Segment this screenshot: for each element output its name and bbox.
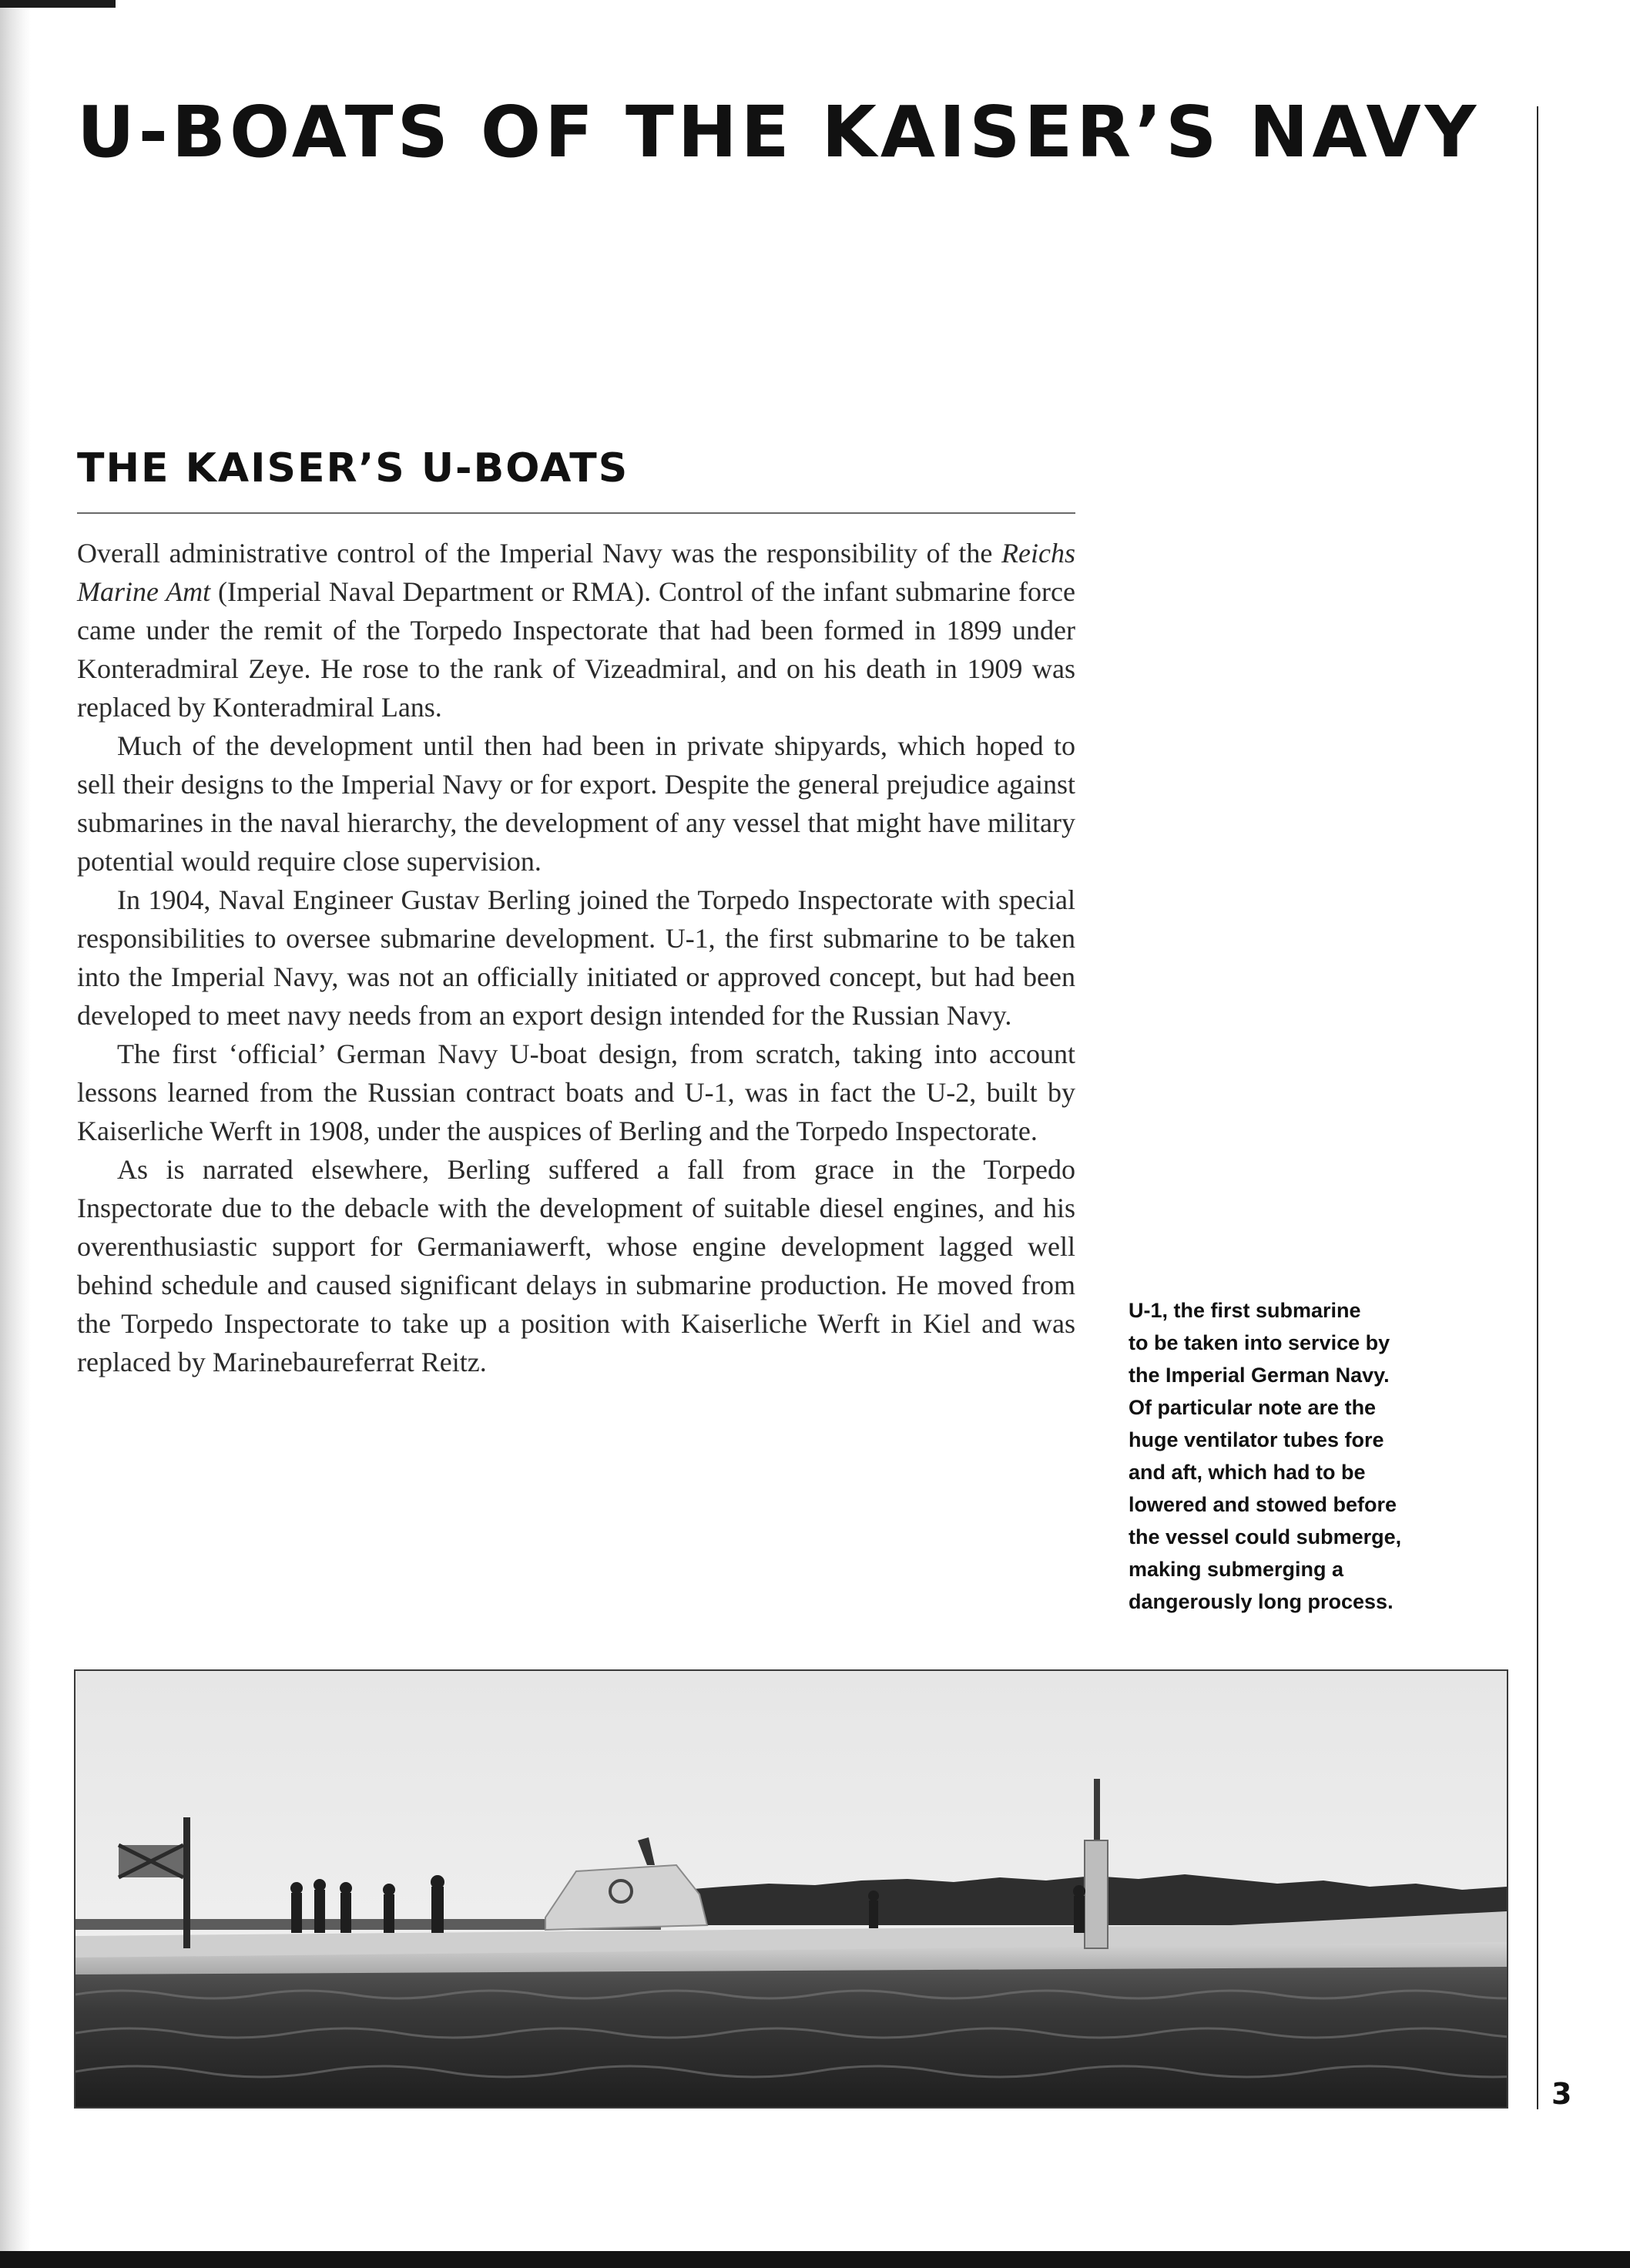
paragraph-5: As is narrated elsewhere, Berling suffered a fall from grace in the Torpedo Inspectorate due to the debacle with the development of suitable diesel engines, and his overenthusiastic support for Germaniawerft, whose engine development lagged well behind schedule and caused significant delays in submarine production. He moved from the Torpedo Inspectorate to take up a position with Kaiserliche Werft in Kiel and was replaced by Marinebaureferrat Reitz.	[77, 1154, 1075, 1377]
page-number: 3	[1551, 2077, 1572, 2111]
caption-line: to be taken into service by	[1129, 1331, 1390, 1354]
paragraph-1	[77, 534, 1075, 726]
paragraph-1-end: (Imperial Naval Department or RMA). Control of the infant submarine force came under the remit of the Torpedo Inspectorate that had been formed in 1899 under Konteradmiral Zeye. He rose to the rank of Vizeadmiral, and on his death in 1909 was replaced by Konteradmiral Lans.	[77, 576, 1075, 723]
caption-line: huge ventilator tubes fore	[1129, 1428, 1384, 1451]
bottom-scan-bar	[0, 2251, 1630, 2268]
caption-line: the vessel could submerge,	[1129, 1525, 1402, 1548]
paragraph-4: The first ‘official’ German Navy U-boat design, from scratch, taking into account lessons learned from the Russian contract boats and U-1, was in fact the U-2, built by Kaiserliche Werft in 1908, under the auspices of Berling and the Torpedo Inspectorate.	[77, 1038, 1075, 1146]
submarine-photo-drawing	[75, 1671, 1507, 2107]
caption-line: Of particular note are the	[1129, 1396, 1377, 1419]
body-text	[77, 534, 1075, 1381]
paragraph-3: In 1904, Naval Engineer Gustav Berling joined the Torpedo Inspectorate with special responsibilities to oversee submarine development. U-1, the first submarine to be taken into the Imperial Navy, was not an officially initiated or approved concept, but had been developed to meet navy needs from an export design intended for the Russian Navy.	[77, 884, 1075, 1031]
caption-line: the Imperial German Navy.	[1129, 1364, 1390, 1387]
paragraph-1-start: Overall administrative control of the Imperial Navy was the responsibility of the	[77, 538, 1002, 569]
caption-line: U-1, the first submarine	[1129, 1299, 1361, 1322]
caption-line: dangerously long process.	[1129, 1590, 1394, 1613]
chapter-title: U-BOATS OF THE KAISER’S NAVY	[77, 91, 1481, 173]
paragraph-2: Much of the development until then had been in private shipyards, which hoped to sell their designs to the Imperial Navy or for export. Despite the general prejudice against submarines in the naval hierarchy, the development of any vessel that might have military potential would require close supervision.	[77, 730, 1075, 877]
submarine-photo	[74, 1669, 1508, 2109]
scan-edge	[0, 0, 31, 2268]
top-crop-mark	[0, 0, 116, 8]
reichs-marine-amt-italic: Reichs Marine Amt	[77, 538, 1075, 607]
photo-caption	[1129, 1294, 1452, 1618]
caption-line: making submerging a	[1129, 1558, 1344, 1581]
caption-line: lowered and stowed before	[1129, 1493, 1397, 1516]
section-heading: THE KAISER’S U-BOATS	[77, 445, 629, 492]
section-divider	[77, 512, 1075, 514]
margin-rule	[1537, 106, 1538, 2109]
caption-line: and aft, which had to be	[1129, 1461, 1366, 1484]
